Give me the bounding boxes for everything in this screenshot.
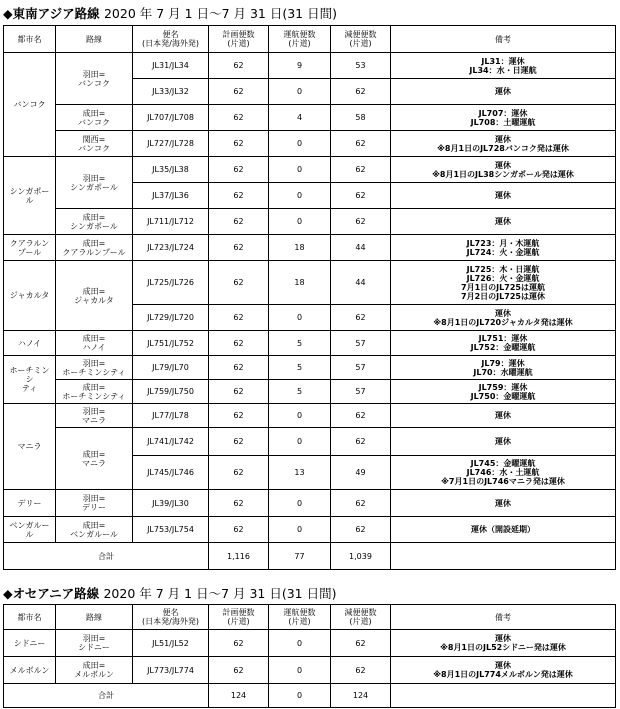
op-cell: 0 [269, 209, 331, 235]
plan-cell: 62 [209, 356, 269, 380]
plan-cell: 62 [209, 517, 269, 543]
flight-cell: JL31/JL34 [133, 53, 209, 79]
remarks-cell: JL759：運休 JL750：金曜運航 [391, 380, 616, 404]
header-city: 都市名 [4, 26, 56, 53]
op-cell: 9 [269, 53, 331, 79]
sea-title: ◆東南アジア路線 [3, 6, 100, 21]
plan-cell: 62 [209, 235, 269, 261]
header-flight: 便名 (日本発/海外発) [133, 26, 209, 53]
red-cell: 62 [331, 404, 391, 428]
flight-cell: JL729/JL720 [133, 305, 209, 331]
op-cell: 0 [269, 79, 331, 105]
red-cell: 62 [331, 657, 391, 684]
table-row [4, 53, 616, 79]
red-cell: 49 [331, 456, 391, 490]
sea-period: 2020 年 7 月 1 日～7 月 31 日(31 日間) [103, 6, 337, 21]
remarks-cell: JL723：月・木運航 JL724：火・金運航 [391, 235, 616, 261]
red-cell: 57 [331, 356, 391, 380]
table-row [4, 404, 616, 428]
city-cell: ジャカルタ [4, 261, 56, 331]
plan-cell: 62 [209, 183, 269, 209]
oce-period: 2020 年 7 月 1 日～7 月 31 日(31 日間) [103, 586, 337, 601]
op-cell: 0 [269, 404, 331, 428]
red-cell: 44 [331, 261, 391, 305]
header-route: 路線 [56, 26, 133, 53]
total-plan: 124 [209, 684, 269, 708]
red-cell: 62 [331, 428, 391, 456]
op-cell: 0 [269, 630, 331, 657]
city-cell: マニラ [4, 404, 56, 490]
remarks-cell: 運休 ※8月1日のJL52シドニー発は運休 [391, 630, 616, 657]
route-cell: 成田= マニラ [56, 428, 133, 490]
op-cell: 0 [269, 657, 331, 684]
plan-cell: 62 [209, 490, 269, 517]
flight-cell: JL759/JL750 [133, 380, 209, 404]
route-cell: 関西= バンコク [56, 131, 133, 157]
route-cell: 成田= バンコク [56, 105, 133, 131]
remarks-cell: 運休 ※8月1日のJL728バンコク発は運休 [391, 131, 616, 157]
total-op: 0 [269, 684, 331, 708]
route-cell: 羽田= バンコク [56, 53, 133, 105]
remarks-cell: JL751：運休 JL752：金曜運航 [391, 331, 616, 356]
flight-cell: JL51/JL52 [133, 630, 209, 657]
total-label: 合計 [4, 684, 209, 708]
route-cell: 羽田= デリー [56, 490, 133, 517]
plan-cell: 62 [209, 404, 269, 428]
red-cell: 44 [331, 235, 391, 261]
op-cell: 18 [269, 261, 331, 305]
plan-cell: 62 [209, 105, 269, 131]
op-cell: 0 [269, 490, 331, 517]
table-row [4, 261, 616, 305]
flight-cell: JL33/JL32 [133, 79, 209, 105]
oce-header-row [4, 605, 616, 630]
remarks-cell: 運休 [391, 404, 616, 428]
op-cell: 5 [269, 356, 331, 380]
red-cell: 62 [331, 131, 391, 157]
table-row [4, 428, 616, 456]
plan-cell: 62 [209, 657, 269, 684]
red-cell: 62 [331, 209, 391, 235]
op-cell: 0 [269, 131, 331, 157]
city-cell: バンコク [4, 53, 56, 157]
header-plan: 計画便数 (片道) [209, 26, 269, 53]
remarks-cell: JL725：木・日運航 JL726：火・金運航 7月1日のJL725は運航 7月2日のJL725は運休 [391, 261, 616, 305]
route-cell: 成田= クアラルンプール [56, 235, 133, 261]
header-op: 運航便数 (片道) [269, 605, 331, 630]
city-cell: ハノイ [4, 331, 56, 356]
plan-cell: 62 [209, 456, 269, 490]
total-red: 124 [331, 684, 391, 708]
route-cell: 羽田= マニラ [56, 404, 133, 428]
total-red: 1,039 [331, 543, 391, 570]
flight-cell: JL773/JL774 [133, 657, 209, 684]
red-cell: 53 [331, 53, 391, 79]
plan-cell: 62 [209, 209, 269, 235]
city-cell: デリー [4, 490, 56, 517]
table-row [4, 630, 616, 657]
sea-header-row [4, 26, 616, 53]
oce-section-title [3, 584, 336, 602]
city-cell: シドニー [4, 630, 56, 657]
plan-cell: 62 [209, 79, 269, 105]
flight-cell: JL751/JL752 [133, 331, 209, 356]
city-cell: ホーチミンシ ティ [4, 356, 56, 404]
remarks-cell: 運休 ※8月1日のJL38シンガポール発は運休 [391, 157, 616, 183]
plan-cell: 62 [209, 428, 269, 456]
header-remarks: 備考 [391, 605, 616, 630]
route-cell: 成田= ハノイ [56, 331, 133, 356]
plan-cell: 62 [209, 53, 269, 79]
op-cell: 5 [269, 331, 331, 356]
flight-cell: JL745/JL746 [133, 456, 209, 490]
remarks-cell: JL707：運休 JL708：土曜運航 [391, 105, 616, 131]
flight-cell: JL707/JL708 [133, 105, 209, 131]
total-row [4, 684, 616, 708]
op-cell: 18 [269, 235, 331, 261]
flight-cell: JL77/JL78 [133, 404, 209, 428]
red-cell: 62 [331, 157, 391, 183]
sea-table [3, 25, 616, 570]
remarks-cell: JL31：運休 JL34：水・日運航 [391, 53, 616, 79]
flight-cell: JL37/JL36 [133, 183, 209, 209]
op-cell: 0 [269, 157, 331, 183]
red-cell: 57 [331, 380, 391, 404]
flight-cell: JL39/JL30 [133, 490, 209, 517]
route-cell: 羽田= シドニー [56, 630, 133, 657]
remarks-cell: 運休 ※8月1日のJL720ジャカルタ発は運休 [391, 305, 616, 331]
remarks-cell: 運休 [391, 79, 616, 105]
table-row [4, 490, 616, 517]
route-cell: 成田= ジャカルタ [56, 261, 133, 331]
op-cell: 0 [269, 428, 331, 456]
header-plan: 計画便数 (片道) [209, 605, 269, 630]
remarks-cell: 運休 [391, 428, 616, 456]
route-cell: 成田= ベンガルール [56, 517, 133, 543]
header-red: 減便便数 (片道) [331, 26, 391, 53]
red-cell: 62 [331, 630, 391, 657]
remarks-cell: 運休 [391, 183, 616, 209]
red-cell: 62 [331, 79, 391, 105]
red-cell: 58 [331, 105, 391, 131]
flight-cell: JL711/JL712 [133, 209, 209, 235]
oce-title: ◆オセアニア路線 [3, 586, 100, 601]
total-label: 合計 [4, 543, 209, 570]
op-cell: 5 [269, 380, 331, 404]
table-row [4, 380, 616, 404]
table-row [4, 131, 616, 157]
plan-cell: 62 [209, 331, 269, 356]
red-cell: 62 [331, 490, 391, 517]
table-row [4, 105, 616, 131]
header-red: 減便便数 (片道) [331, 605, 391, 630]
plan-cell: 62 [209, 380, 269, 404]
route-cell: 羽田= シンガポール [56, 157, 133, 209]
table-row [4, 235, 616, 261]
table-row [4, 331, 616, 356]
flight-cell: JL741/JL742 [133, 428, 209, 456]
total-remarks [391, 543, 616, 570]
remarks-cell: 運休 [391, 209, 616, 235]
route-cell: 成田= ホーチミンシティ [56, 380, 133, 404]
flight-cell: JL79/JL70 [133, 356, 209, 380]
flight-cell: JL753/JL754 [133, 517, 209, 543]
header-op: 運航便数 (片道) [269, 26, 331, 53]
op-cell: 0 [269, 183, 331, 209]
table-row [4, 157, 616, 183]
op-cell: 0 [269, 305, 331, 331]
route-cell: 羽田= ホーチミンシティ [56, 356, 133, 380]
remarks-cell: 運休 ※8月1日のJL774メルボルン発は運休 [391, 657, 616, 684]
header-city: 都市名 [4, 605, 56, 630]
table-row [4, 657, 616, 684]
flight-cell: JL727/JL728 [133, 131, 209, 157]
plan-cell: 62 [209, 261, 269, 305]
total-op: 77 [269, 543, 331, 570]
red-cell: 62 [331, 183, 391, 209]
total-row [4, 543, 616, 570]
city-cell: メルボルン [4, 657, 56, 684]
city-cell: ベンガルー ル [4, 517, 56, 543]
table-row [4, 356, 616, 380]
city-cell: シンガポール [4, 157, 56, 235]
route-cell: 成田= シンガポール [56, 209, 133, 235]
op-cell: 13 [269, 456, 331, 490]
op-cell: 0 [269, 517, 331, 543]
remarks-cell: JL79：運休 JL70：水曜運航 [391, 356, 616, 380]
route-cell: 成田= メルボルン [56, 657, 133, 684]
total-remarks [391, 684, 616, 708]
plan-cell: 62 [209, 131, 269, 157]
plan-cell: 62 [209, 305, 269, 331]
red-cell: 62 [331, 305, 391, 331]
table-row [4, 517, 616, 543]
plan-cell: 62 [209, 630, 269, 657]
header-flight: 便名 (日本発/海外発) [133, 605, 209, 630]
flight-cell: JL723/JL724 [133, 235, 209, 261]
header-route: 路線 [56, 605, 133, 630]
header-remarks: 備考 [391, 26, 616, 53]
op-cell: 4 [269, 105, 331, 131]
flight-cell: JL725/JL726 [133, 261, 209, 305]
city-cell: クアラルン プール [4, 235, 56, 261]
total-plan: 1,116 [209, 543, 269, 570]
remarks-cell: 運休（開設延期） [391, 517, 616, 543]
table-row [4, 209, 616, 235]
plan-cell: 62 [209, 157, 269, 183]
red-cell: 62 [331, 517, 391, 543]
sea-section-title [3, 4, 337, 22]
flight-cell: JL35/JL38 [133, 157, 209, 183]
oce-table [3, 604, 616, 708]
red-cell: 57 [331, 331, 391, 356]
remarks-cell: JL745：金曜運航 JL746：水・土運航 ※7月1日のJL746マニラ発は運休 [391, 456, 616, 490]
remarks-cell: 運休 [391, 490, 616, 517]
